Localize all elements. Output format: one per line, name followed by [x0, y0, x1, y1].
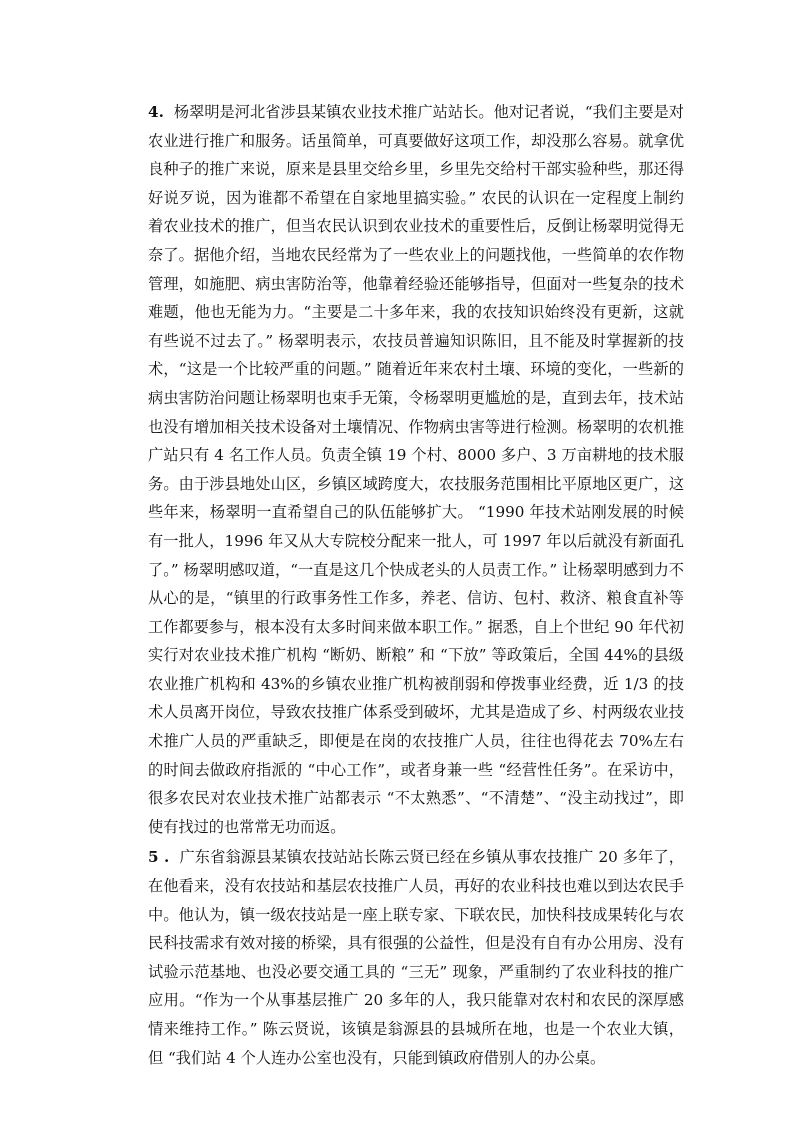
paragraph-number: 5 . [148, 848, 170, 867]
paragraph-text: 杨翠明是河北省涉县某镇农业技术推广站站长。他对记者说，“我们主要是对农业进行推广和服务。话虽简单，可真要做好这项工作，却没那么容易。就拿优良种子的推广来说，原来是县里交给乡里，乡里先交给村干部实验种些，那还得好说歹说，因为谁都不希望在自家地里搞实验。” 农民的认识在一定程度上制约着农业技术的推广，但当农民认识到农业技术的重要性后，反倒让杨翠明觉得无奈了。据他介绍，当地农民经常为了一些农业上的问题找他，一些简单的农作物管理，如施肥、病虫害防治等，他靠着经验还能够指导，但面对一些复杂的技术难题，他也无能为力。“主要是二十多年来，我的农技知识始终没有更新，这就有些说不过去了。” 杨翠明表示，农技员普遍知识陈旧，且不能及时掌握新的技术，“这是一个比较严重的问题。” 随着近年来农村土壤、环境的变化，一些新的病虫害防治问题让杨翠明也束手无策，令杨翠明更尴尬的是，直到去年，技术站也没有增加相关技术设备对土壤情况、作物病虫害等进行检测。杨翠明的农机推广站只有 4 名工作人员。负责全镇 19 个村、8000 多户、3 万亩耕地的技术服务。由于涉县地处山区，乡镇区域跨度大，农技服务范围相比平原地区更广，这些年来，杨翠明一直希望自己的队伍能够扩大。 “1990 年技术站刚发展的时候有一批人，1996 年又从大专院校分配来一批人，可 1997 年以后就没有新面孔了。” 杨翠明感叹道，“一直是这几个快成老头的人员责工作。” 让杨翠明感到力不从心的是，“镇里的行政事务性工作多，养老、信访、包村、救济、粮食直补等工作都要参与，根本没有太多时间来做本职工作。” 据悉，自上个世纪 90 年代初实行对农业技术推广机构 “断奶、断粮” 和 “下放” 等政策后，全国 44%的县级农业推广机构和 43%的乡镇农业推广机构被削弱和停拨事业经费，近 1/3 的技术人员离开岗位，导致农技推广体系受到破坏，尤其是造成了乡、村两级农业技术推广人员的严重缺乏，即便是在岗的农技推广人员，往往也得花去 70%左右的时间去做政府指派的 “中心工作”，或者身兼一些 “经营性任务”。在采访中，很多农民对农业技术推广站都表示 “不太熟悉”、“不清楚”、“没主动找过”，即使有找过的也常常无功而返。 [148, 103, 684, 836]
paragraph-4 [148, 98, 684, 841]
paragraph-number: 4. [148, 103, 164, 121]
paragraph-text: 广东省翁源县某镇农技站站长陈云贤已经在乡镇从事农技推广 20 多年了，在他看来，没有农技站和基层农技推广人员，再好的农业科技也难以到达农民手中。他认为，镇一级农技站是一座上联专家、下联农民，加快科技成果转化与农民科技需求有效对接的桥梁，具有很强的公益性，但是没有自有办公用房、没有试验示范基地、也没必要交通工具的 “三无” 现象，严重制约了农业科技的推广应用。“作为一个从事基层推广 20 多年的人，我只能靠对农村和农民的深厚感情来维持工作。” 陈云贤说，该镇是翁源县的县城所在地，也是一个农业大镇，但 “我们站 4 个人连办公室也没有，只能到镇政府借别人的办公桌。 [148, 848, 684, 1067]
paragraph-5 [148, 843, 684, 1072]
document-page [148, 98, 684, 1072]
